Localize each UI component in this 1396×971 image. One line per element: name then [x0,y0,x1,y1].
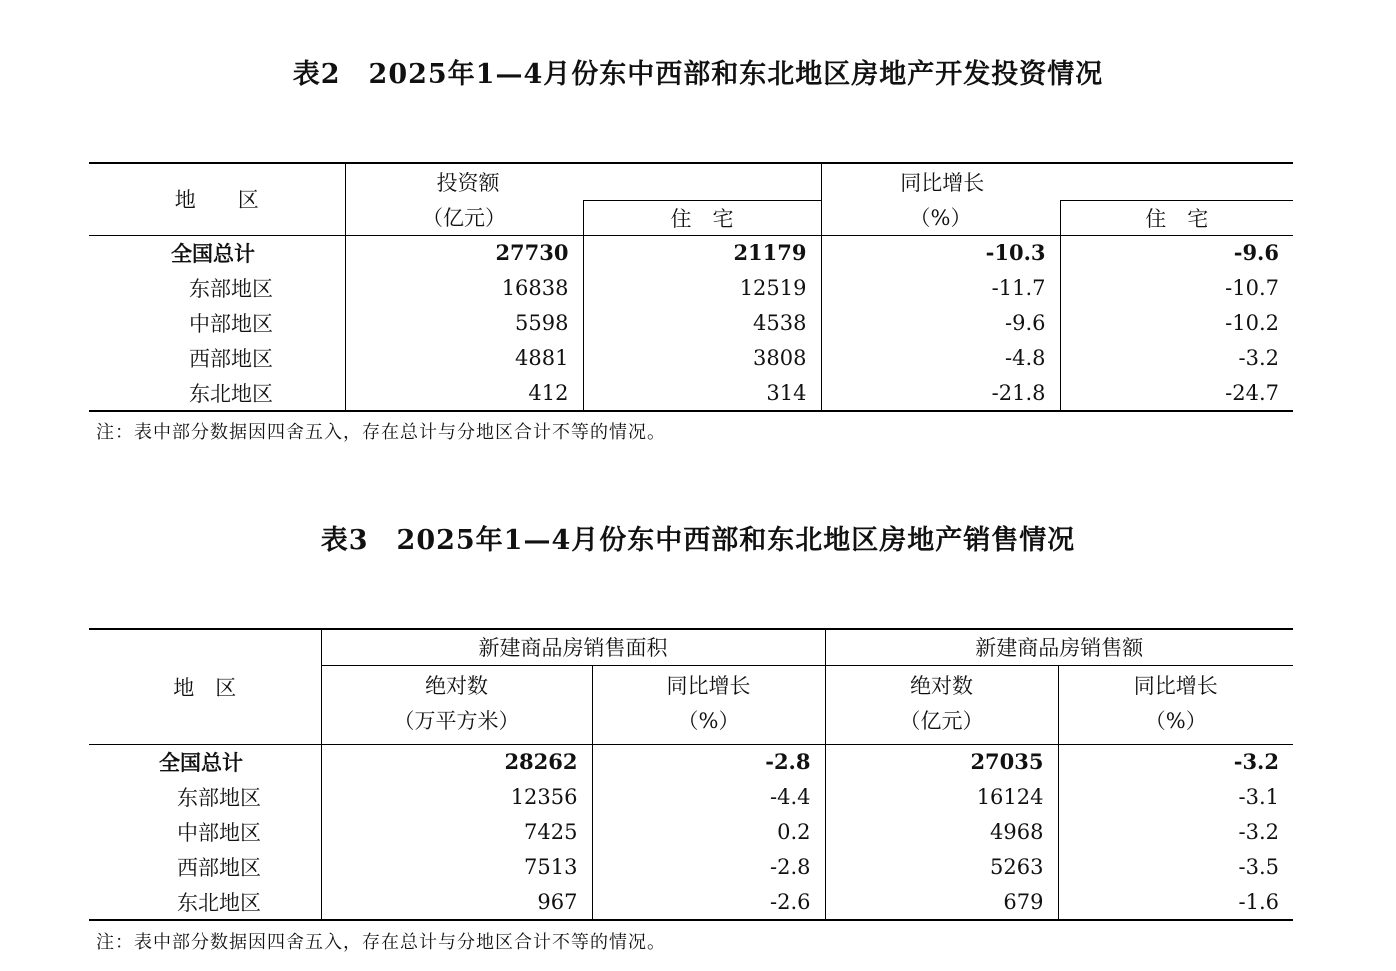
table-row [89,884,1293,920]
table-row [89,235,1293,270]
sales-value: 679 [825,884,1058,920]
sales-value: 4968 [825,814,1058,849]
residential-value: 314 [583,375,821,411]
sales-growth-value: -3.5 [1058,849,1293,884]
header-sales-growth: 同比增长 [1058,665,1293,705]
header-area-abs: 绝对数 [321,665,592,705]
header-area-abs-unit: （万平方米） [321,705,592,744]
residential-value: 21179 [583,235,821,270]
sales-growth-value: -1.6 [1058,884,1293,920]
residential-value: 3808 [583,340,821,375]
table-row [89,305,1293,340]
area-value: 28262 [321,744,592,779]
sales-growth-value: -3.1 [1058,779,1293,814]
growth-residential-value: -10.7 [1060,270,1293,305]
growth-value: -10.3 [821,235,1060,270]
table-row [89,375,1293,411]
area-growth-value: 0.2 [592,814,825,849]
table2-title-prefix: 表2 [292,59,341,90]
region-name: 东部地区 [177,785,261,810]
region-name: 全国总计 [159,749,243,775]
table2-title-text: 2025年1—4月份东中西部和东北地区房地产开发投资情况 [368,59,1104,90]
growth-value: -4.8 [821,340,1060,375]
region-name: 全国总计 [171,240,255,266]
sales-growth-value: -3.2 [1058,814,1293,849]
region-name: 中部地区 [177,820,261,845]
area-value: 12356 [321,779,592,814]
header-residential: 住 宅 [583,200,821,235]
growth-residential-value: -10.2 [1060,305,1293,340]
sales-value: 5263 [825,849,1058,884]
header-growth-unit: （%） [821,200,1060,235]
investment-value: 4881 [345,340,583,375]
table2-investment [89,162,1293,412]
table-row [89,340,1293,375]
sales-value: 27035 [825,744,1058,779]
region-name: 中部地区 [189,311,273,336]
residential-value: 4538 [583,305,821,340]
sales-value: 16124 [825,779,1058,814]
table3-title-text: 2025年1—4月份东中西部和东北地区房地产销售情况 [396,525,1076,556]
area-value: 967 [321,884,592,920]
sales-growth-value: -3.2 [1058,744,1293,779]
header-area-group: 新建商品房销售面积 [321,629,825,665]
residential-value: 12519 [583,270,821,305]
growth-value: -11.7 [821,270,1060,305]
table3-sales [89,628,1293,921]
area-value: 7513 [321,849,592,884]
header-area-growth: 同比增长 [592,665,825,705]
growth-value: -9.6 [821,305,1060,340]
header-area-growth-unit: （%） [592,705,825,744]
header-growth: 同比增长 [821,163,1293,200]
table3-title-prefix: 表3 [320,525,369,556]
investment-value: 27730 [345,235,583,270]
table-row [89,779,1293,814]
area-value: 7425 [321,814,592,849]
header-region: 地 区 [89,629,321,744]
table2-note: 注：表中部分数据因四舍五入，存在总计与分地区合计不等的情况。 [96,422,666,443]
table3-note: 注：表中部分数据因四舍五入，存在总计与分地区合计不等的情况。 [96,932,666,953]
table-row [89,270,1293,305]
table2-title [0,52,1396,91]
investment-value: 5598 [345,305,583,340]
area-growth-value: -2.8 [592,849,825,884]
header-sales-group: 新建商品房销售额 [825,629,1293,665]
table-row [89,744,1293,779]
header-region: 地 区 [89,163,345,235]
growth-residential-value: -24.7 [1060,375,1293,411]
area-growth-value: -2.6 [592,884,825,920]
growth-residential-value: -3.2 [1060,340,1293,375]
table-row [89,849,1293,884]
investment-value: 412 [345,375,583,411]
investment-value: 16838 [345,270,583,305]
growth-value: -21.8 [821,375,1060,411]
area-growth-value: -2.8 [592,744,825,779]
header-sales-abs: 绝对数 [825,665,1058,705]
table3-title [0,518,1396,557]
header-sales-abs-unit: （亿元） [825,705,1058,744]
region-name: 西部地区 [177,855,261,880]
header-sales-growth-unit: （%） [1058,705,1293,744]
area-growth-value: -4.4 [592,779,825,814]
growth-residential-value: -9.6 [1060,235,1293,270]
header-investment: 投资额 [345,163,821,200]
region-name: 东北地区 [89,884,321,920]
table-row [89,814,1293,849]
header-investment-unit: （亿元） [345,200,583,235]
region-name: 东北地区 [89,375,345,411]
region-name: 东部地区 [189,276,273,301]
header-growth-residential: 住 宅 [1060,200,1293,235]
region-name: 西部地区 [189,346,273,371]
